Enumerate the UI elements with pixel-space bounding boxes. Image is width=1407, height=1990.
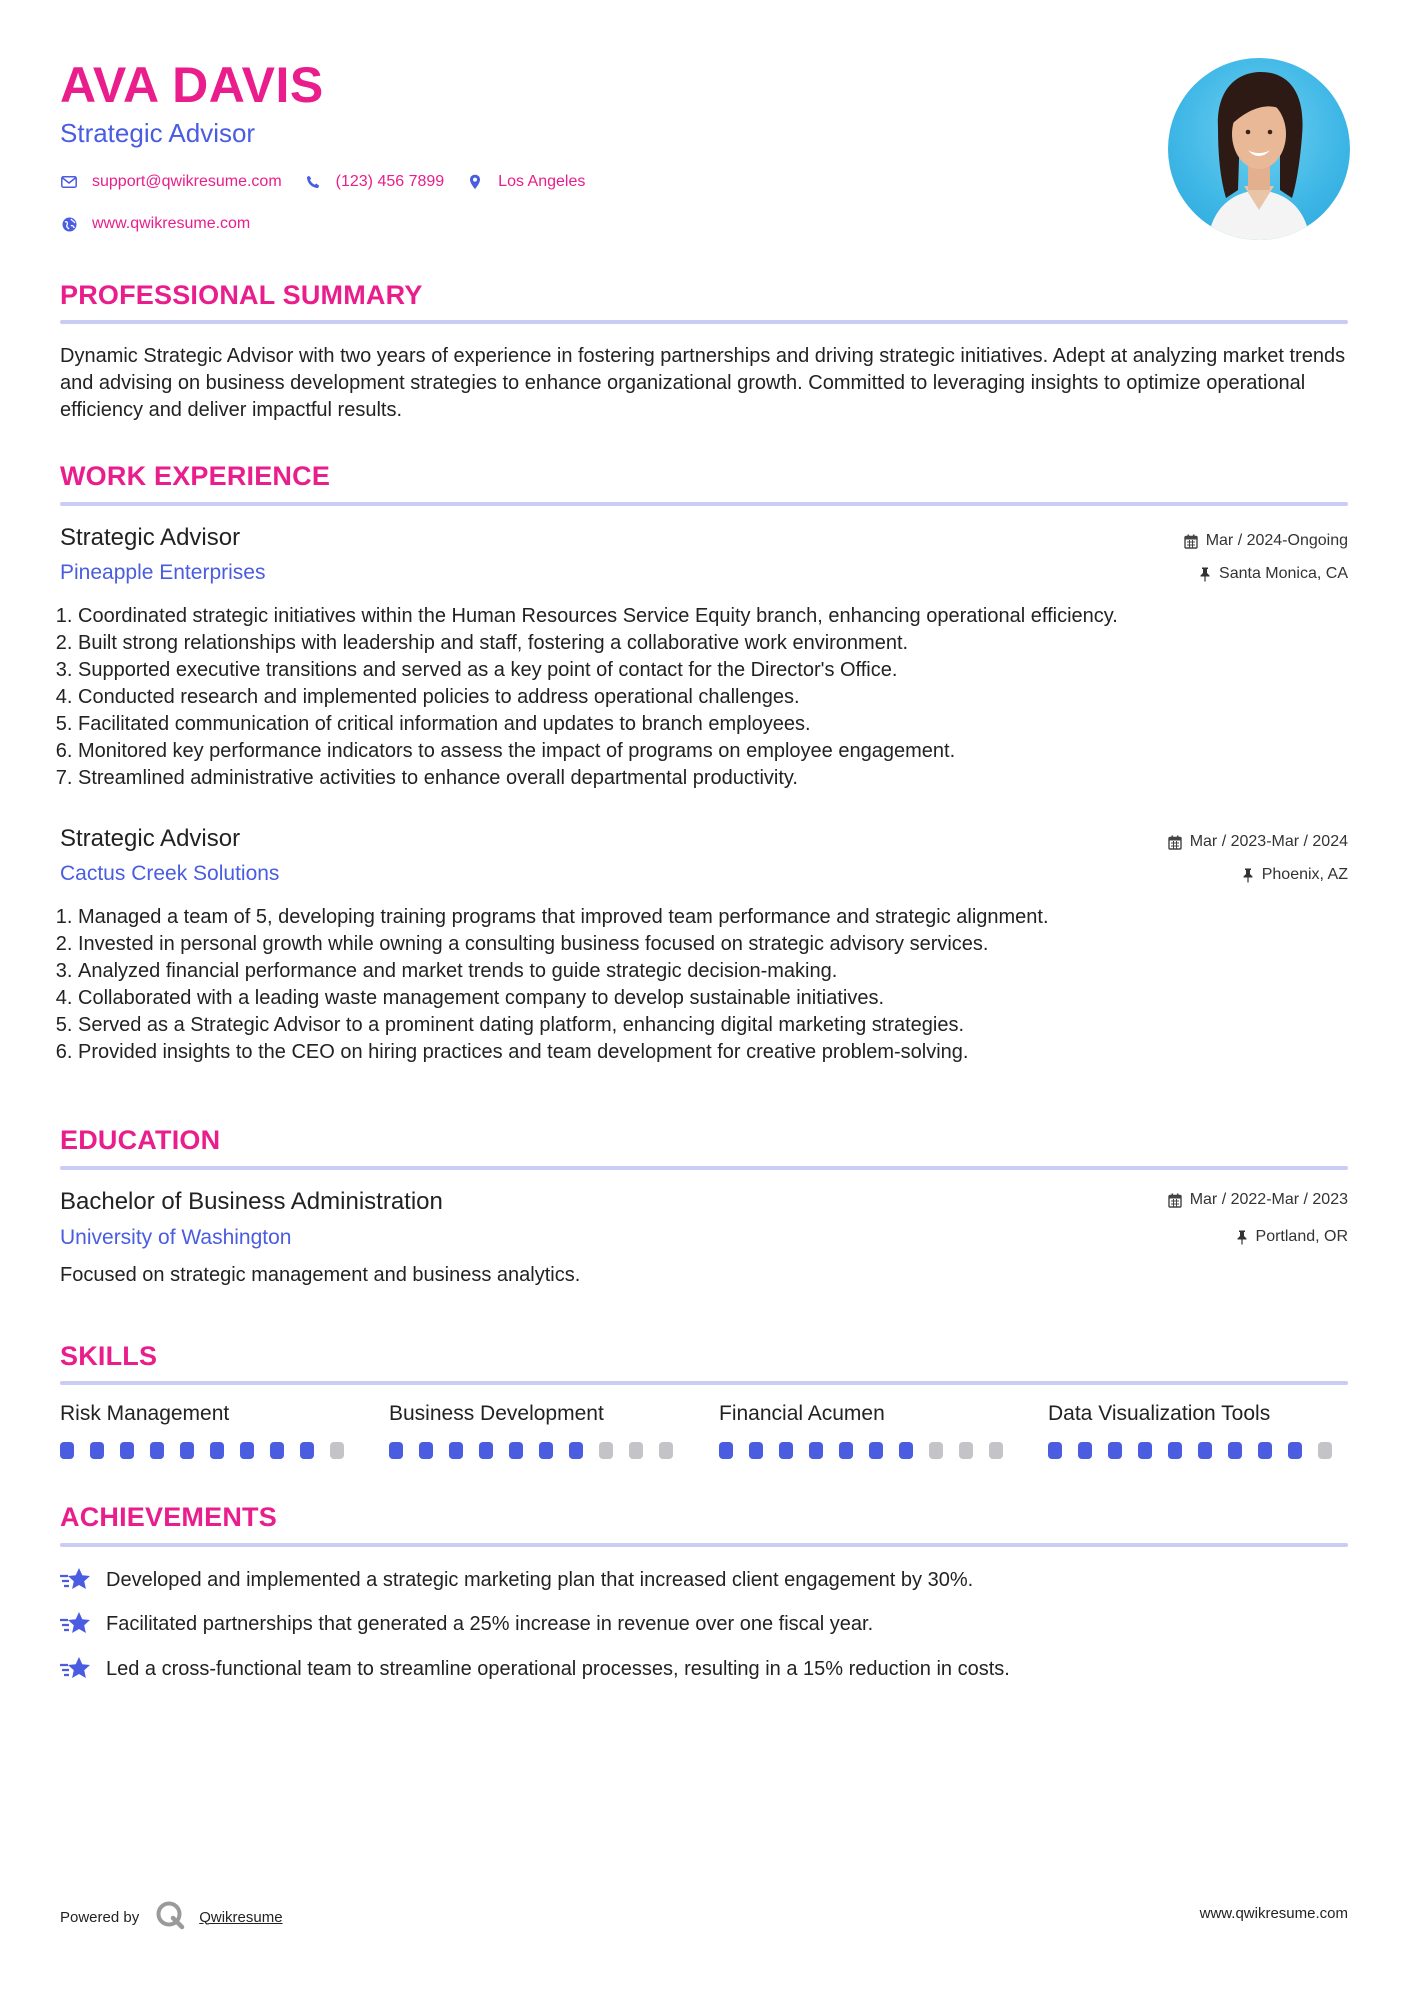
- rating-dot-filled: [1288, 1442, 1302, 1459]
- website-item[interactable]: [60, 215, 250, 233]
- rating-dot-filled: [719, 1442, 733, 1459]
- list-item: 4. Conducted research and implemented policies to address operational challenges.: [78, 684, 1378, 711]
- location-item: [466, 173, 585, 191]
- achievement-item: [60, 1610, 873, 1638]
- rating-dot-filled: [1228, 1442, 1242, 1459]
- rating-dot-empty: [989, 1442, 1003, 1459]
- achievement-text: Led a cross-functional team to streamline operational processes, resulting in a 15% reduction in costs.: [106, 1657, 1010, 1680]
- list-item: 1. Managed a team of 5, developing training programs that improved team performance and strategic alignment.: [78, 904, 1378, 931]
- rating-dot-filled: [180, 1442, 194, 1459]
- skill-rating: [60, 1442, 360, 1459]
- education-location: [1236, 1228, 1348, 1246]
- skill-rating: [1048, 1442, 1348, 1459]
- rating-dot-filled: [839, 1442, 853, 1459]
- rating-dot-filled: [1078, 1442, 1092, 1459]
- achievements-heading: ACHIEVEMENTS: [60, 1502, 277, 1532]
- list-item: 1. Coordinated strategic initiatives within the Human Resources Service Equity branch, enhancing operational efficiency.: [78, 603, 1378, 630]
- rating-dot-filled: [419, 1442, 433, 1459]
- job-location: [1242, 866, 1348, 884]
- list-item: 4. Collaborated with a leading waste management company to develop sustainable initiatives.: [78, 985, 1378, 1012]
- list-item: 2. Built strong relationships with leadership and staff, fostering a collaborative work environment.: [78, 630, 1378, 657]
- list-item: 5. Served as a Strategic Advisor to a prominent dating platform, enhancing digital marketing strategies.: [78, 1012, 1378, 1039]
- star-icon: [60, 1566, 92, 1594]
- skill-name: Business Development: [389, 1402, 604, 1425]
- job-bullets: [54, 603, 1378, 792]
- rating-dot-empty: [1318, 1442, 1332, 1459]
- website-text: www.qwikresume.com: [92, 215, 251, 232]
- job-dates-text: Mar / 2024-Ongoing: [1205, 532, 1348, 549]
- achievement-item: [60, 1655, 1010, 1683]
- rating-dot-filled: [389, 1442, 403, 1459]
- rating-dot-filled: [1258, 1442, 1272, 1459]
- education-location-text: Portland, OR: [1255, 1228, 1348, 1245]
- achievement-item: [60, 1566, 973, 1594]
- skill-name: Financial Acumen: [719, 1402, 885, 1425]
- rating-dot-filled: [1198, 1442, 1212, 1459]
- rating-dot-filled: [749, 1442, 763, 1459]
- rating-dot-filled: [539, 1442, 553, 1459]
- job-dates: [1168, 833, 1348, 851]
- list-item: 7. Streamlined administrative activities to enhance overall departmental productivity.: [78, 765, 1378, 792]
- envelope-icon: [60, 173, 78, 191]
- degree-title: Bachelor of Business Administration: [60, 1188, 443, 1215]
- rating-dot-filled: [809, 1442, 823, 1459]
- job-bullets: [54, 904, 1378, 1066]
- rating-dot-filled: [210, 1442, 224, 1459]
- list-item: 3. Supported executive transitions and served as a key point of contact for the Director's Office.: [78, 657, 1378, 684]
- footer-website[interactable]: www.qwikresume.com: [1199, 1905, 1348, 1922]
- job-title: Strategic Advisor: [60, 825, 241, 852]
- job-dates: [1184, 532, 1348, 550]
- rating-dot-filled: [479, 1442, 493, 1459]
- phone-icon: [304, 173, 322, 191]
- rating-dot-empty: [330, 1442, 344, 1459]
- rating-dot-filled: [1108, 1442, 1122, 1459]
- summary-text: Dynamic Strategic Advisor with two years of experience in fostering partnerships and driving strategic initiatives. Adept at analyzing market trends and advising on business development strategies to enhance organizational growth. Committed to leveraging insights to optimize operational efficiency and deliver impactful results.: [60, 345, 1346, 421]
- work-heading: WORK EXPERIENCE: [60, 461, 331, 491]
- rating-dot-filled: [1168, 1442, 1182, 1459]
- candidate-role: Strategic Advisor: [60, 118, 256, 148]
- school-name: University of Washington: [60, 1226, 292, 1249]
- candidate-name: AVA DAVIS: [60, 57, 324, 113]
- education-heading: EDUCATION: [60, 1125, 221, 1155]
- rating-dot-filled: [899, 1442, 913, 1459]
- qwikresume-link[interactable]: Qwikresume: [199, 1908, 283, 1926]
- rating-dot-filled: [60, 1442, 74, 1459]
- skill-rating: [389, 1442, 689, 1459]
- skills-heading: SKILLS: [60, 1341, 158, 1371]
- globe-icon: [60, 215, 78, 233]
- section-divider: [60, 1381, 1348, 1385]
- company-name: Pineapple Enterprises: [60, 561, 266, 584]
- education-dates: [1168, 1191, 1348, 1209]
- section-divider: [60, 1166, 1348, 1170]
- list-item: 3. Analyzed financial performance and market trends to guide strategic decision-making.: [78, 958, 1378, 985]
- pushpin-icon: [1242, 868, 1254, 883]
- rating-dot-filled: [240, 1442, 254, 1459]
- summary-heading: PROFESSIONAL SUMMARY: [60, 280, 423, 310]
- job-title: Strategic Advisor: [60, 524, 241, 551]
- phone-item[interactable]: [304, 173, 445, 191]
- rating-dot-filled: [1138, 1442, 1152, 1459]
- pushpin-icon: [1236, 1230, 1248, 1245]
- skill-item: [389, 1402, 689, 1459]
- rating-dot-filled: [779, 1442, 793, 1459]
- rating-dot-filled: [270, 1442, 284, 1459]
- skill-rating: [719, 1442, 1019, 1459]
- powered-by-label: Powered by: [60, 1908, 140, 1926]
- email-text: support@qwikresume.com: [92, 173, 282, 190]
- rating-dot-filled: [300, 1442, 314, 1459]
- company-name: Cactus Creek Solutions: [60, 862, 280, 885]
- contact-row: [60, 173, 607, 191]
- list-item: 6. Provided insights to the CEO on hiring practices and team development for creative problem-solving.: [78, 1039, 1378, 1066]
- skill-item: [719, 1402, 1019, 1459]
- rating-dot-empty: [659, 1442, 673, 1459]
- footer-powered-by: [60, 1900, 283, 1934]
- location-text: Los Angeles: [498, 173, 586, 190]
- calendar-icon: [1168, 835, 1182, 850]
- skill-name: Risk Management: [60, 1402, 230, 1425]
- pushpin-icon: [1199, 567, 1211, 582]
- section-divider: [60, 320, 1348, 324]
- star-icon: [60, 1610, 92, 1638]
- job-location-text: Phoenix, AZ: [1261, 866, 1348, 883]
- rating-dot-empty: [629, 1442, 643, 1459]
- rating-dot-filled: [150, 1442, 164, 1459]
- calendar-icon: [1184, 534, 1198, 549]
- achievement-text: Facilitated partnerships that generated a 25% increase in revenue over one fiscal year.: [106, 1612, 874, 1635]
- list-item: 6. Monitored key performance indicators to assess the impact of programs on employee engagement.: [78, 738, 1378, 765]
- skill-name: Data Visualization Tools: [1048, 1402, 1271, 1425]
- skill-item: [1048, 1402, 1348, 1459]
- qwikresume-logo-icon: [155, 1900, 185, 1934]
- skill-item: [60, 1402, 360, 1459]
- education-description: Focused on strategic management and business analytics.: [60, 1264, 581, 1286]
- rating-dot-empty: [959, 1442, 973, 1459]
- avatar: [1168, 58, 1350, 240]
- map-pin-icon: [466, 173, 484, 191]
- section-divider: [60, 1543, 1348, 1547]
- email-item[interactable]: [60, 173, 282, 191]
- rating-dot-filled: [509, 1442, 523, 1459]
- list-item: 2. Invested in personal growth while owning a consulting business focused on strategic advisory services.: [78, 931, 1378, 958]
- rating-dot-empty: [599, 1442, 613, 1459]
- rating-dot-filled: [869, 1442, 883, 1459]
- job-location-text: Santa Monica, CA: [1219, 565, 1348, 582]
- phone-text: (123) 456 7899: [335, 173, 445, 190]
- rating-dot-filled: [120, 1442, 134, 1459]
- star-icon: [60, 1655, 92, 1683]
- job-location: [1199, 565, 1348, 583]
- job-dates-text: Mar / 2023-Mar / 2024: [1189, 833, 1348, 850]
- rating-dot-filled: [569, 1442, 583, 1459]
- rating-dot-filled: [90, 1442, 104, 1459]
- rating-dot-filled: [449, 1442, 463, 1459]
- calendar-icon: [1168, 1193, 1182, 1208]
- rating-dot-empty: [929, 1442, 943, 1459]
- rating-dot-filled: [1048, 1442, 1062, 1459]
- website-row: [60, 215, 272, 233]
- achievement-text: Developed and implemented a strategic marketing plan that increased client engagement by 30%.: [106, 1568, 974, 1591]
- list-item: 5. Facilitated communication of critical information and updates to branch employees.: [78, 711, 1378, 738]
- education-dates-text: Mar / 2022-Mar / 2023: [1189, 1191, 1348, 1208]
- section-divider: [60, 502, 1348, 506]
